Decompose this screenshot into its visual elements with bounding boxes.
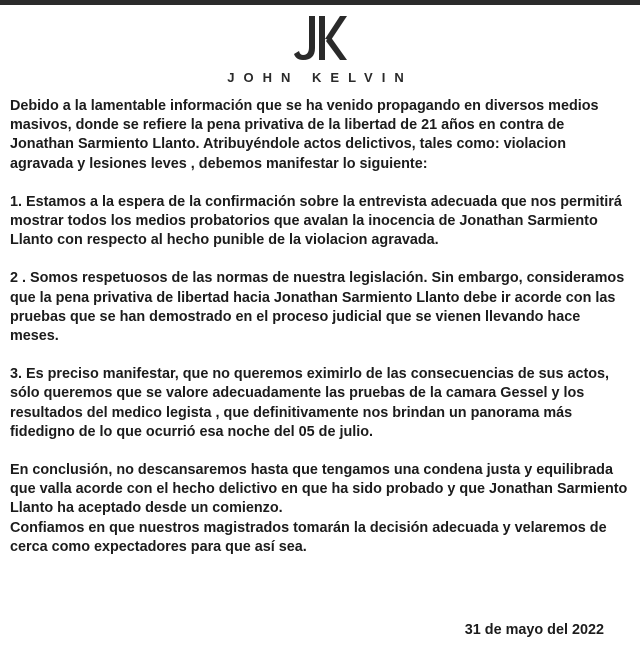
statement-date: 31 de mayo del 2022 — [464, 622, 604, 638]
statement-intro: Debido a la lamentable información que se ha venido propagando en diversos medios masivos, donde se refiere la pena privativa de la libertad de 21 años en contra de Jonathan Sarmiento Llanto. Atribuyéndole actos delictivos, tales como: violacion agravada y lesiones leves , debemos manifestar lo siguiente: — [10, 98, 599, 172]
brand-name: JOHN KELVIN — [227, 70, 413, 85]
statement-body — [10, 97, 632, 557]
statement-point-3: 3. Es preciso manifestar, que no queremos eximirlo de las consecuencias de sus actos, sólo queremos que se valore adecuadamente las pruebas de la camara Gessel y los resultados del medico legista , que definitivamente nos brindan un panorama más fidedigno de lo que ocurrió esa noche del 05 de julio. — [10, 366, 610, 440]
brand-logo — [0, 14, 640, 64]
statement-conclusion: En conclusión, no descansaremos hasta que tengamos una condena justa y equilibrada que valla acorde con el hecho delictivo en que ha sido probado y que Jonathan Sarmiento Llanto ha aceptado desde un comienzo. — [10, 462, 628, 517]
top-border — [0, 0, 640, 5]
statement-closing: Confiamos en que nuestros magistrados tomarán la decisión adecuada y velaremos de cerca como expectadores para que así sea. — [10, 519, 607, 555]
statement-point-2: 2 . Somos respetuosos de las normas de nuestra legislación. Sin embargo, consideramos que la pena privativa de libertad hacia Jonathan Sarmiento Llanto debe ir acorde con las pruebas que se han demostrado en el proceso judicial que se vienen llevando hace meses. — [10, 270, 625, 345]
statement-point-1: 1. Estamos a la espera de la confirmación sobre la entrevista adecuada que nos permitirá mostrar todos los medios probatorios que avalan la inocencia de Jonathan Sarmiento Llanto con respecto al hecho punible de la violacion agravada. — [10, 193, 622, 249]
jk-logo-icon — [290, 14, 350, 64]
